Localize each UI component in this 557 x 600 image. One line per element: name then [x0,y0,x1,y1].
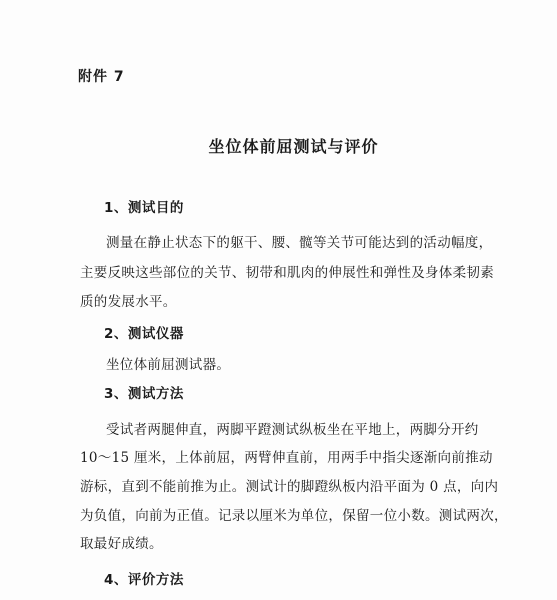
paragraph-line: 受试者两腿伸直，两脚平蹬测试纵板坐在平地上，两脚分开约 [106,422,479,438]
document-title: 坐位体前屈测试与评价 [208,137,379,156]
paragraph-line: 质的发展水平。 [80,294,177,310]
paragraph-line: 取最好成绩。 [80,536,163,552]
paragraph-line: 主要反映这些部位的关节、韧带和肌肉的伸展性和弹性及身体柔韧素 [80,265,494,281]
section-heading-instrument: 2、测试仪器 [104,326,184,342]
paragraph-line: 为负值，向前为正值。记录以厘米为单位，保留一位小数。测试两次， [80,508,508,524]
paragraph-line: 游标，直到不能前推为止。测试计的脚蹬纵板内沿平面为 0 点，向内 [80,479,499,495]
section-heading-purpose: 1、测试目的 [104,200,184,216]
paragraph-line: 坐位体前屈测试器。 [106,357,231,373]
section-heading-evaluation: 4、评价方法 [104,572,184,588]
paragraph-line: 测量在静止状态下的躯干、腰、髋等关节可能达到的活动幅度， [106,235,493,251]
annex-label: 附件 7 [78,69,125,85]
section-heading-method: 3、测试方法 [104,386,184,402]
paragraph-line: 10～15 厘米，上体前屈，两臂伸直前，用两手中指尖逐渐向前推动 [80,450,493,466]
